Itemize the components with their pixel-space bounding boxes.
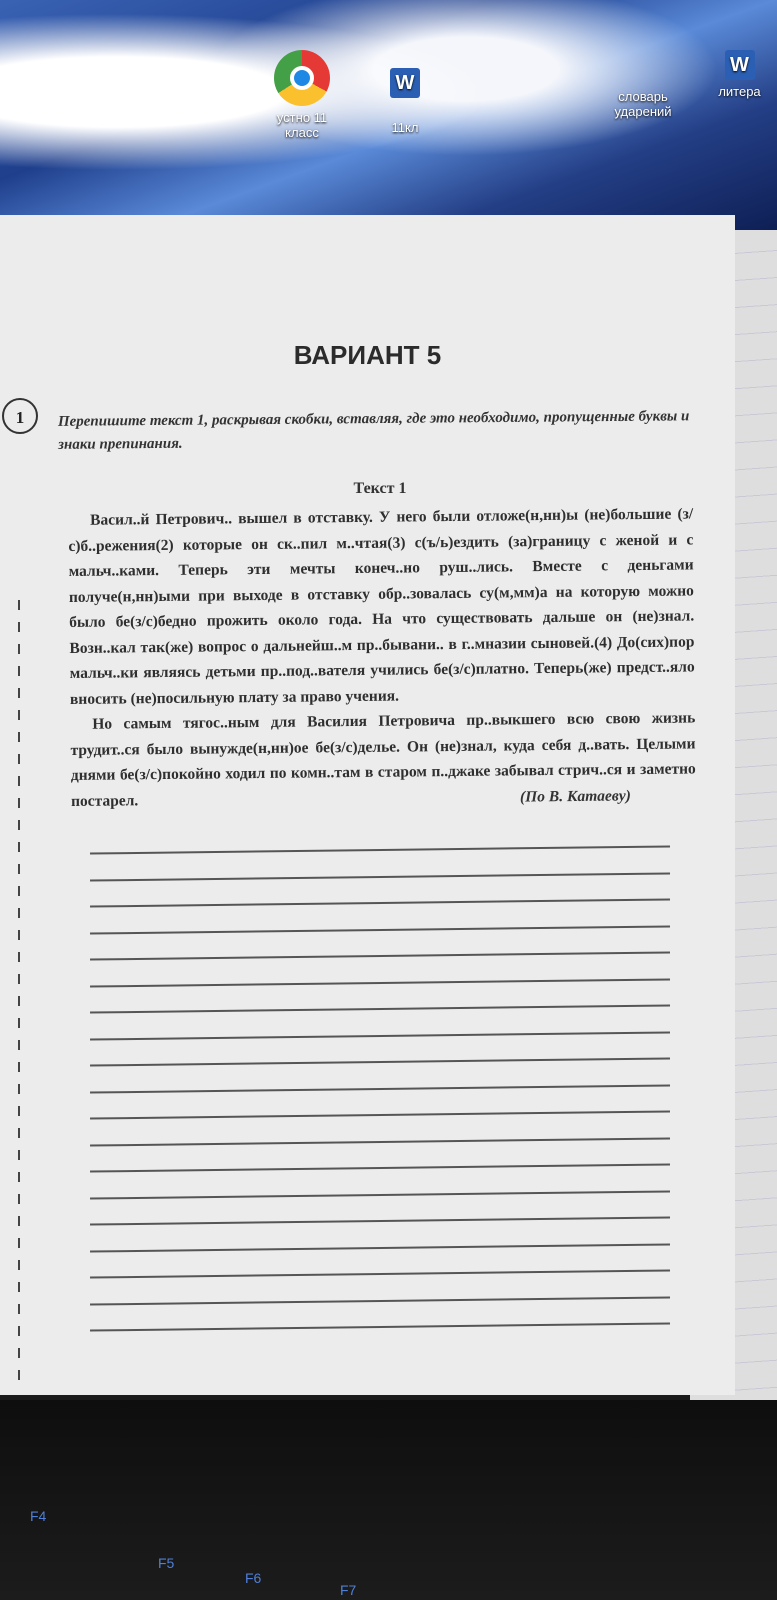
answer-line <box>90 872 670 881</box>
cut-line <box>18 600 20 1380</box>
answer-line <box>90 1296 670 1305</box>
answer-line <box>90 1004 670 1013</box>
desktop-shortcut-label: словарь ударений <box>614 89 672 119</box>
answer-line <box>90 978 670 987</box>
answer-line <box>90 845 670 854</box>
task-number-badge: 1 <box>2 398 38 434</box>
desktop-shortcut-label: 11кл <box>391 120 419 135</box>
key-f6: F6 <box>245 1570 262 1586</box>
page-title: ВАРИАНТ 5 <box>293 340 442 370</box>
word-icon: W <box>725 50 755 80</box>
author-attribution: (По В. Катаеву) <box>519 787 631 806</box>
task-instruction: Перепишите текст 1, раскрывая скобки, вставляя, где это необходимо, пропущенные буквы и знаки препинания. <box>57 408 690 453</box>
answer-line <box>90 1137 670 1146</box>
key-f5: F5 <box>158 1555 175 1571</box>
answer-lines <box>90 835 670 1355</box>
answer-line <box>90 1190 670 1199</box>
desktop-wallpaper <box>0 0 777 230</box>
answer-line <box>90 951 670 960</box>
answer-line <box>90 1057 670 1066</box>
desktop-shortcut-dictionary[interactable] <box>598 55 688 119</box>
key-f4: F4 <box>30 1508 47 1524</box>
desktop-shortcut-11kl[interactable] <box>370 68 440 135</box>
answer-line <box>90 1163 670 1172</box>
exercise-text <box>68 501 696 814</box>
answer-line <box>90 1322 670 1331</box>
laptop-keyboard <box>0 1400 777 1600</box>
answer-line <box>90 1243 670 1252</box>
answer-line <box>90 1216 670 1225</box>
exercise-paragraph: Но самым тягос..ным для Василия Петровича пр..выкшего всю свою жизнь трудит..ся было вынужде(н,нн)ое бе(з/с)делье. Он (не)знал, куда себя д..вать. Целыми днями бе(з/с)покойно ходил по комн..там в старом п..джаке забывал стрич..ся и заметно постарел. <box>70 709 696 810</box>
word-icon: W <box>390 68 420 98</box>
answer-line <box>90 898 670 907</box>
desktop-shortcut-literature[interactable] <box>702 50 777 99</box>
desktop-shortcut-label: литера <box>718 84 761 99</box>
answer-line <box>90 1110 670 1119</box>
answer-line <box>90 1269 670 1278</box>
desktop-shortcut-chrome[interactable] <box>262 50 342 140</box>
exercise-paragraph: Васил..й Петрович.. вышел в отставку. У него были отложе(н,нн)ы (не)большие (з/с)б..режения(2) которые он ск..пил м..чтая(3) с(ъ/ь)ездить (за)границу с женой и с мальч..ками. Теперь эти мечты конеч..но руш..лись. Вместе с деньгами получе(н,нн)ыми при выходе в отставку обр..зовалась су(м,мм)а на которую можно было бе(з/с)бедно прожить около года. На что существовать дальше он (не)знал. Возн..кал так(же) вопрос о дальнейш..м пр..бывани.. в г..мназии сыновей.(4) До(сих)пор мальч..ки являясь детьми пр..под..вателя учились бе(з/с)платно. Теперь(же) предст..яло вносить (не)посильную плату за право учения. <box>68 505 695 708</box>
desktop-shortcut-label: устно 11 класс <box>276 110 328 140</box>
answer-line <box>90 1084 670 1093</box>
answer-line <box>90 1031 670 1040</box>
text-heading: Текст 1 <box>353 480 407 497</box>
chrome-icon <box>274 50 330 106</box>
key-f7: F7 <box>340 1582 357 1598</box>
answer-line <box>90 925 670 934</box>
